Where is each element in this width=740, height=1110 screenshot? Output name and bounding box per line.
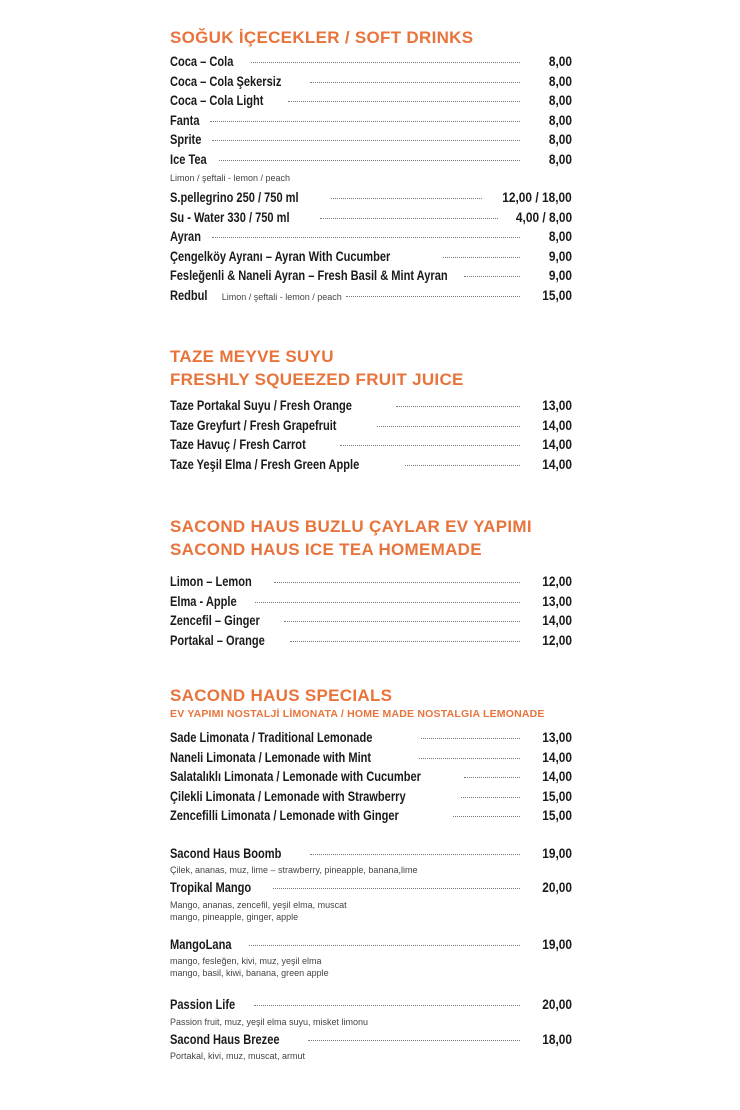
menu-item — [170, 632, 572, 652]
item-ingredients-en: mango, pineapple, ginger, apple — [170, 911, 299, 922]
dot-leader — [396, 405, 520, 407]
item-price: 8,00 — [548, 111, 572, 128]
dot-leader — [308, 1039, 520, 1041]
menu-item — [170, 248, 572, 268]
dot-leader — [443, 256, 520, 258]
menu-item — [170, 131, 572, 151]
menu-item — [170, 209, 572, 229]
menu-item — [170, 228, 572, 248]
section-title-line-2: SACOND HAUS ICE TEA HOMEMADE — [170, 540, 482, 559]
dot-leader — [464, 776, 520, 778]
item-price: 8,00 — [548, 53, 572, 69]
dot-leader — [210, 120, 520, 122]
item-name: MangoLana — [170, 936, 232, 952]
menu-item — [170, 397, 572, 417]
item-price: 15,00 — [542, 787, 572, 804]
item-price: 12,00 — [542, 573, 572, 589]
dot-leader — [284, 620, 520, 622]
item-name: Sacond Haus Boomb — [170, 845, 282, 861]
item-name: Fesleğenli & Naneli Ayran – Fresh Basil & Mint Ayran — [170, 268, 448, 283]
item-price: 14,00 — [542, 748, 572, 765]
dot-leader — [419, 757, 520, 759]
dot-leader — [288, 100, 520, 102]
item-price: 15,00 — [542, 807, 572, 823]
item-name: Taze Portakal Suyu / Fresh Orange — [170, 398, 352, 413]
item-price: 13,00 — [542, 729, 572, 745]
special-item — [170, 996, 572, 1016]
dot-leader — [290, 640, 520, 642]
menu-item — [170, 287, 572, 307]
item-price: 8,00 — [548, 131, 572, 147]
item-ingredients-en: mango, basil, kiwi, banana, green apple — [170, 968, 329, 978]
item-name: Taze Havuç / Fresh Carrot — [170, 437, 306, 452]
dot-leader — [274, 581, 520, 583]
menu-item — [170, 92, 572, 112]
dot-leader — [405, 464, 520, 466]
menu-item — [170, 189, 572, 209]
section-specials — [170, 684, 572, 1065]
item-price: 15,00 — [542, 286, 572, 303]
menu-item — [170, 436, 572, 456]
dot-leader — [212, 139, 520, 141]
dot-leader — [331, 197, 482, 199]
item-price: 18,00 — [542, 1030, 572, 1047]
menu-item — [170, 788, 572, 808]
special-item — [170, 879, 572, 899]
item-name: Ice Tea — [170, 151, 207, 167]
item-price: 19,00 — [542, 844, 572, 861]
dot-leader — [346, 295, 520, 297]
item-price: 20,00 — [542, 996, 572, 1012]
item-ingredients: Portakal, kivi, muz, muscat, armut — [170, 1051, 306, 1061]
item-name: Su - Water 330 / 750 ml — [170, 209, 290, 225]
item-name: Zencefil – Ginger — [170, 613, 260, 628]
item-price: 8,00 — [548, 72, 572, 89]
item-name: Fanta — [170, 112, 200, 128]
section-soft-drinks — [170, 26, 572, 306]
dot-leader — [310, 81, 520, 83]
menu-item — [170, 53, 572, 73]
special-item — [170, 845, 572, 865]
item-price: 9,00 — [548, 247, 572, 264]
item-price: 14,00 — [542, 455, 572, 472]
item-price: 8,00 — [548, 150, 572, 167]
item-name: Tropikal Mango — [170, 880, 252, 895]
menu-item — [170, 807, 572, 827]
menu-item — [170, 112, 572, 132]
item-price: 20,00 — [542, 879, 572, 895]
section-title-line-1: SACOND HAUS BUZLU ÇAYLAR EV YAPIMI — [170, 517, 532, 536]
menu-item — [170, 456, 572, 476]
menu-item — [170, 612, 572, 632]
special-item — [170, 936, 572, 956]
menu-item — [170, 593, 572, 613]
item-price: 12,00 — [542, 631, 572, 648]
item-name: Sprite — [170, 132, 202, 147]
dot-leader — [219, 159, 520, 161]
menu-item — [170, 573, 572, 593]
item-name: Sade Limonata / Traditional Lemonade — [170, 730, 373, 745]
item-name: Zencefilli Limonata / Lemonade with Ginger — [170, 808, 399, 823]
section-title-line-1: TAZE MEYVE SUYU — [170, 347, 334, 366]
menu-item — [170, 729, 572, 749]
dot-leader — [251, 61, 520, 63]
item-price: 13,00 — [542, 397, 572, 413]
item-name: Passion Life — [170, 997, 236, 1012]
item-price: 14,00 — [542, 612, 572, 628]
dot-leader — [464, 275, 520, 277]
item-name: S.pellegrino 250 / 750 ml — [170, 190, 299, 205]
item-ingredients: mango, fesleğen, kivi, muz, yeşil elma — [170, 956, 322, 966]
dot-leader — [249, 944, 520, 946]
item-name: Çilekli Limonata / Lemonade with Strawberry — [170, 788, 406, 804]
section-fresh-juice — [170, 345, 572, 475]
item-ingredients: Çilek, ananas, muz, lime – strawberry, pineapple, banana,lime — [170, 865, 418, 875]
section-ice-tea — [170, 515, 572, 651]
dot-leader — [340, 444, 520, 446]
item-name: Sacond Haus Brezee — [170, 1031, 280, 1047]
item-name: Limon – Lemon — [170, 574, 252, 589]
item-price: 9,00 — [548, 267, 572, 283]
item-name: Coca – Cola Light — [170, 93, 264, 108]
item-price: 4,00 / 8,00 — [515, 208, 572, 225]
item-name: Ayran — [170, 229, 201, 244]
item-price: 8,00 — [548, 228, 572, 244]
item-name: Salatalıklı Limonata / Lemonade with Cucumber — [170, 769, 421, 784]
item-name: Portakal – Orange — [170, 632, 265, 648]
item-ingredients: Passion fruit, muz, yeşil elma suyu, misket limonu — [170, 1016, 369, 1027]
dot-leader — [421, 737, 520, 739]
dot-leader — [453, 815, 520, 817]
menu-item — [170, 267, 572, 287]
menu-item — [170, 151, 572, 171]
item-name: Çengelköy Ayranı – Ayran With Cucumber — [170, 248, 391, 264]
item-inline-note: Limon / şeftali - lemon / peach — [221, 291, 342, 302]
dot-leader — [320, 217, 498, 219]
menu-item — [170, 768, 572, 788]
section-title: SOĞUK İÇECEKLER / SOFT DRINKS — [170, 28, 474, 47]
menu-item — [170, 73, 572, 93]
dot-leader — [461, 796, 520, 798]
dot-leader — [212, 236, 520, 238]
item-price: 8,00 — [548, 92, 572, 108]
item-ingredients: Mango, ananas, zencefil, yeşil elma, muscat — [170, 899, 347, 910]
item-name: Elma - Apple — [170, 593, 237, 609]
item-name: Coca – Cola Şekersiz — [170, 73, 282, 89]
item-name: Taze Greyfurt / Fresh Grapefruit — [170, 417, 337, 433]
dot-leader — [254, 1004, 520, 1006]
item-price: 14,00 — [542, 768, 572, 784]
section-title-line-2: FRESHLY SQUEEZED FRUIT JUICE — [170, 370, 464, 389]
item-price: 12,00 / 18,00 — [502, 189, 572, 205]
section-title: SACOND HAUS SPECIALS — [170, 686, 393, 705]
dot-leader — [273, 887, 520, 889]
menu-item — [170, 749, 572, 769]
item-price: 14,00 — [542, 436, 572, 452]
item-price: 14,00 — [542, 416, 572, 433]
item-price: 19,00 — [542, 935, 572, 952]
item-name: Redbul — [170, 287, 208, 303]
dot-leader — [310, 853, 520, 855]
item-name: Naneli Limonata / Lemonade with Mint — [170, 749, 372, 765]
special-item — [170, 1031, 572, 1051]
dot-leader — [255, 601, 520, 603]
section-subtitle: EV YAPIMI NOSTALJİ LİMONATA / HOME MADE NOSTALGIA LEMONADE — [170, 708, 545, 720]
dot-leader — [377, 425, 520, 427]
item-name: Taze Yeşil Elma / Fresh Green Apple — [170, 456, 360, 472]
item-price: 13,00 — [542, 592, 572, 609]
item-note: Limon / şeftali - lemon / peach — [170, 173, 291, 183]
item-name: Coca – Cola — [170, 54, 234, 69]
menu-item — [170, 417, 572, 437]
